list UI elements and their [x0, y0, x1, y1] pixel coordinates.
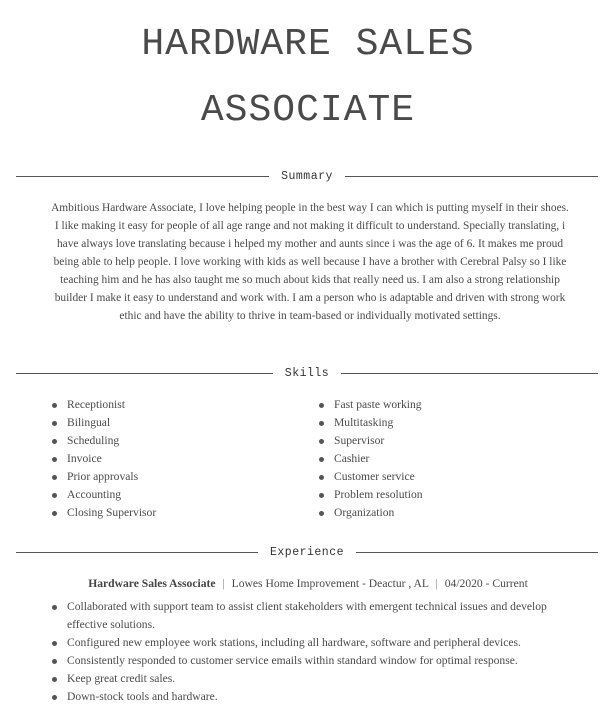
resume-name-line-1: HARDWARE SALES [141, 23, 475, 66]
skill-item: Scheduling [51, 432, 156, 450]
experience-section-header [16, 545, 598, 559]
divider-left [16, 373, 273, 374]
skills-column-2 [318, 396, 423, 522]
experience-bullet: Configured new employee work stations, including all hardware, software and peripheral devices. [51, 634, 581, 652]
job-separator: | [435, 577, 438, 590]
job-header [0, 575, 616, 593]
job-separator: | [222, 577, 225, 590]
summary-section-header [16, 169, 598, 183]
skills-section-header [16, 366, 598, 380]
skills-heading: Skills [284, 366, 330, 380]
experience-bullet: Down-stock tools and hardware. [51, 688, 581, 706]
skill-item: Receptionist [51, 396, 156, 414]
experience-bullet: Keep great credit sales. [51, 670, 581, 688]
skill-item: Prior approvals [51, 468, 156, 486]
skill-item: Bilingual [51, 414, 156, 432]
job-dates: 04/2020 - Current [444, 577, 528, 590]
summary-text: Ambitious Hardware Associate, I love helping people in the best way I can which is putting myself in their shoes. I like making it easy for people of all age range and not making it difficult to understand. Specially translating, i have always love translating because i helped my mother and aunts since i was the age of 6. It makes me proud being able to help people. I love working with kids as well because I have a brother with Cerebral Palsy so I like teaching him and he has also taught me so much about kids that really need us. I am also a strong relationship builder I make it easy to understand and work with. I am a person who is adaptable and driven with strong work ethic and have the ability to thrive in team-based or individually motivated settings. [51, 202, 569, 322]
summary-heading: Summary [281, 169, 333, 183]
skill-item: Multitasking [318, 414, 423, 432]
experience-bullet: Collaborated with support team to assist client stakeholders with emergent technical issues and develop effective solutions. [51, 598, 581, 634]
job-title: Hardware Sales Associate [88, 577, 216, 590]
resume-name-line-2: ASSOCIATE [200, 89, 416, 132]
skill-item: Fast paste working [318, 396, 423, 414]
divider-left [16, 176, 269, 177]
job-employer: Lowes Home Improvement - Deactur , AL [231, 577, 429, 590]
skills-column-1 [51, 396, 156, 522]
skill-item: Accounting [51, 486, 156, 504]
skill-item: Invoice [51, 450, 156, 468]
experience-heading: Experience [270, 545, 345, 559]
divider-right [341, 373, 598, 374]
divider-left [16, 552, 258, 553]
skill-item: Problem resolution [318, 486, 423, 504]
experience-bullets [51, 598, 581, 706]
skill-item: Customer service [318, 468, 423, 486]
skill-item: Supervisor [318, 432, 423, 450]
skill-item: Cashier [318, 450, 423, 468]
skill-item: Closing Supervisor [51, 504, 156, 522]
divider-right [356, 552, 598, 553]
divider-right [345, 176, 598, 177]
skill-item: Organization [318, 504, 423, 522]
experience-bullet: Consistently responded to customer service emails within standard window for optimal response. [51, 652, 581, 670]
